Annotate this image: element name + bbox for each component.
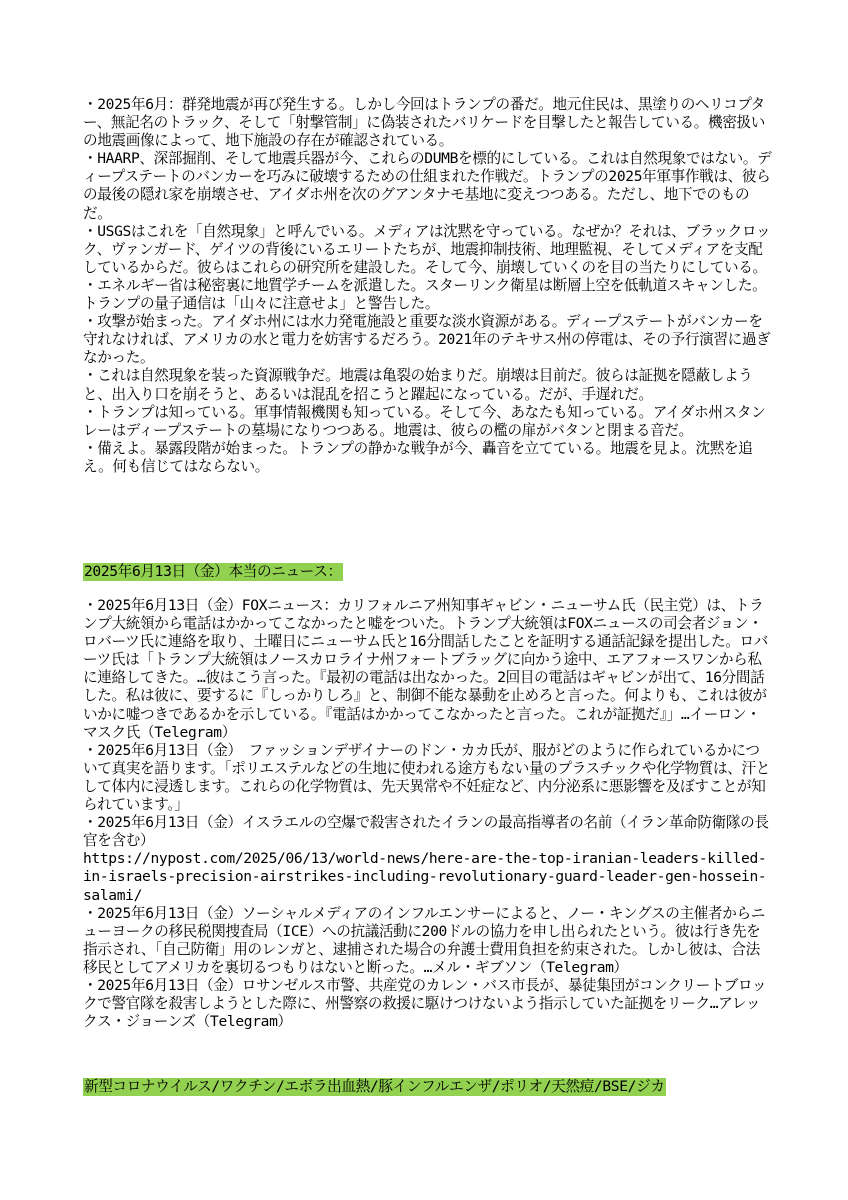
news-item: ・2025年6月13日（金）ソーシャルメディアのインフルエンサーによると、ノー・キングスの主催者からニューヨークの移民税関捜査局（ICE）への抗議活動に200ドルの協力を申し出られたという。彼は行き先を指示され、「自己防衛」用のレンガと、逮捕された場合の弁護士費用負担を約束された。しかし彼は、合法移民としてアメリカを裏切るつもりはないと断った。…メル・ギブソン（Telegram） — [83, 904, 765, 976]
section-early-warnings — [83, 96, 773, 476]
news-link[interactable]: https://nypost.com/2025/06/13/world-news/here-are-the-top-iranian-leaders-killed-in-israels-precision-airstrikes-including-revolutionary-guard-leader-gen-hossein-salami/ — [83, 850, 767, 904]
paragraph: ・備えよ。暴露段階が始まった。トランプの静かな戦争が今、轟音を立てている。地震を見よ。沈黙を追え。何も信じてはならない。 — [83, 439, 753, 475]
paragraph: ・USGSはこれを「自然現象」と呼んでいる。メディアは沈黙を守っている。なぜか？それは、ブラックロック、ヴァンガード、ゲイツの背後にいるエリートたちが、地震抑制技術、地理監視、そしてメディアを支配しているからだ。彼らはこれらの研究所を建設した。そして今、崩壊していくのを目の当たりにしている。 — [83, 222, 771, 276]
news-item: ・2025年6月13日（金） ファッションデザイナーのドン・カカ氏が、服がどのように作られているかについて真実を語ります。「ポリエステルなどの生地に使われる途方もない量のプラスチックや化学物質は、汗として体内に浸透します。これらの化学物質は、先天異常や不妊症など、内分泌系に悪影響を及ぼすことが知られています。」 — [83, 741, 770, 814]
paragraph: ・攻撃が始まった。アイダホ州には水力発電施設と重要な淡水資源がある。ディープステートがバンカーを守れなければ、アメリカの水と電力を妨害するだろう。2021年のテキサス州の停電は、その予行演習に過ぎなかった。 — [83, 313, 771, 367]
section-heading-wrapper — [83, 561, 343, 581]
paragraph: ・これは自然現象を装った資源戦争だ。地震は亀裂の始まりだ。崩壊は目前だ。彼らは証拠を隠蔽しようと、出入り口を崩そうと、あるいは混乱を招こうと躍起になっている。だが、手遅れだ。 — [83, 367, 753, 403]
news-item: ・2025年6月13日（金）FOXニュース：カリフォルニア州知事ギャビン・ニューサム氏（民主党）は、トランプ大統領から電話はかかってこなかったと嘘をついた。トランプ大統領はFOXニュースの司会者ジョン・ロバーツ氏に連絡を取り、土曜日にニューサム氏と16分間話したことを証明する通話記録を提出した。ロバーツ氏は「トランプ大統領はノースカロライナ州フォートブラッグに向かう途中、エアフォースワンから私に連絡してきた。…彼はこう言った。『最初の電話は出なかった。2回目の電話はギャビンが出て、16分間話した。私は彼に、要するに『しっかりしろ』と、制御不能な暴動を止めろと言った。何よりも、これは彼がいかに嘘つきであるかを示している。『電話はかかってこなかったと言った。これが証拠だ』」…イーロン・マスク氏（Telegram） — [83, 597, 769, 741]
news-item: ・2025年6月13日（金）ロサンゼルス市警、共産党のカレン・バス市長が、暴徒集団がコンクリートブロックで警官隊を殺害しようとした際に、州警察の救援に駆けつけないよう指示していた証拠をリーク…アレックス・ジョーンズ（Telegram） — [83, 976, 767, 1031]
paragraph: ・エネルギー省は秘密裏に地質学チームを派遣した。スターリンク衛星は断層上空を低軌道スキャンした。トランプの量子通信は「山々に注意せよ」と警告した。 — [83, 276, 767, 313]
section-real-news — [83, 597, 773, 1031]
section-heading-diseases: 新型コロナウイルス/ワクチン/エボラ出血熱/豚インフルエンザ/ポリオ/天然痘/BSE/ジカ — [84, 1078, 665, 1095]
section-heading-real-news: 2025年6月13日（金）本当のニュース： — [84, 563, 342, 580]
news-item: ・2025年6月13日（金）イスラエルの空爆で殺害されたイランの最高指導者の名前（イラン革命防衛隊の長官を含む） — [83, 814, 769, 850]
paragraph: ・HAARP、深部掘削、そして地震兵器が今、これらのDUMBを標的にしている。これは自然現象ではない。ディープステートのバンカーを巧みに破壊するための仕組まれた作戦だ。トランプの2025年軍事作戦は、彼らの最後の隠れ家を崩壊させ、アイダホ州を次のグアンタナモ基地に変えつつある。ただし、地下でのものだ。 — [83, 150, 772, 222]
paragraph: ・トランプは知っている。軍事情報機関も知っている。そして今、あなたも知っている。アイダホ州スタンレーはディープステートの墓場になりつつある。地震は、彼らの檻の扉がバタンと閉まる音だ。 — [83, 403, 766, 439]
section-heading-wrapper — [83, 1076, 666, 1096]
paragraph: ・2025年6月：群発地震が再び発生する。しかし今回はトランプの番だ。地元住民は、黒塗りのヘリコプター、無記名のトラック、そして「射撃管制」に偽装されたバリケードを目撃したと報告している。機密扱いの地震画像によって、地下施設の存在が確認されている。 — [83, 96, 765, 150]
